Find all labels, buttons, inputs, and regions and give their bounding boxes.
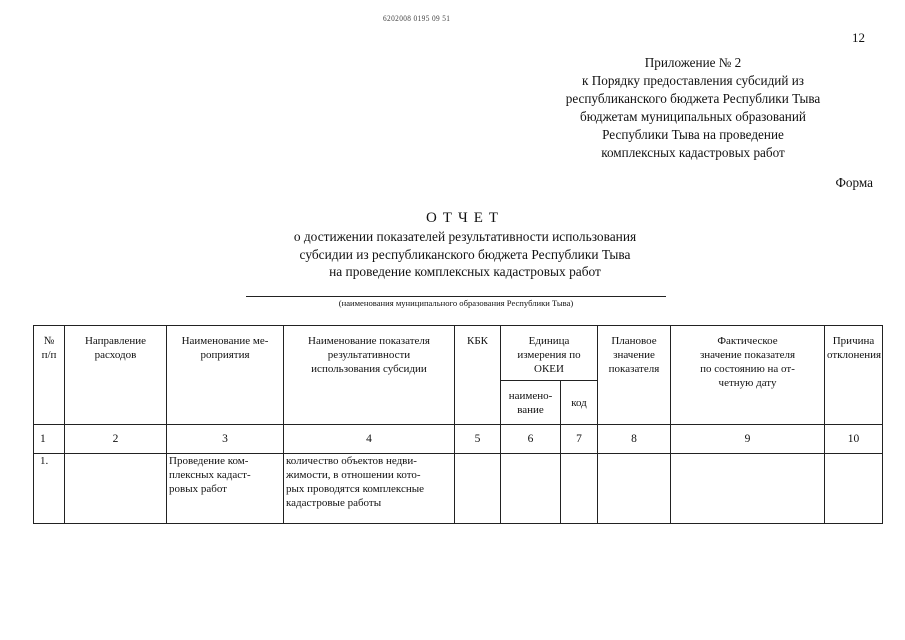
cell-indicator: количество объектов недви- жимости, в отношении кото- рых проводятся комплексные кадастровые работы bbox=[284, 454, 455, 524]
document-id: 6202008 0195 09 51 bbox=[383, 14, 451, 23]
form-label: Форма bbox=[835, 175, 873, 190]
column-number: 9 bbox=[671, 425, 825, 454]
header-actual: Фактическое значение показателя по состоянию на от- четную дату bbox=[671, 326, 825, 425]
report-title-block bbox=[205, 208, 725, 281]
appendix-line: Приложение № 2 bbox=[644, 55, 742, 70]
municipality-name-line bbox=[246, 296, 666, 297]
table-row bbox=[34, 454, 883, 524]
appendix-line: бюджетам муниципальных образований bbox=[580, 109, 806, 124]
cell-kbk bbox=[455, 454, 501, 524]
column-number: 6 bbox=[501, 425, 561, 454]
report-title: ОТЧЕТ bbox=[425, 210, 505, 226]
cell-planned bbox=[598, 454, 671, 524]
appendix-header bbox=[513, 54, 873, 162]
column-number: 3 bbox=[167, 425, 284, 454]
cell-event: Проведение ком- плексных кадаст- ровых работ bbox=[167, 454, 284, 524]
cell-unit-name bbox=[501, 454, 561, 524]
header-reason: Причина отклонения bbox=[825, 326, 883, 425]
header-direction: Направление расходов bbox=[65, 326, 167, 425]
cell-reason bbox=[825, 454, 883, 524]
header-planned: Плановое значение показателя bbox=[598, 326, 671, 425]
header-indicator: Наименование показателя результативности использования субсидии bbox=[284, 326, 455, 425]
column-number: 7 bbox=[561, 425, 598, 454]
cell-actual bbox=[671, 454, 825, 524]
header-event: Наименование ме- роприятия bbox=[167, 326, 284, 425]
header-num: № п/п bbox=[34, 326, 65, 425]
column-number: 5 bbox=[455, 425, 501, 454]
column-number: 1 bbox=[34, 425, 65, 454]
header-unit: Единица измерения по ОКЕИ bbox=[501, 326, 598, 381]
column-number: 10 bbox=[825, 425, 883, 454]
page-number: 12 bbox=[852, 30, 865, 45]
header-unit-name: наимено- вание bbox=[501, 381, 561, 425]
column-number: 2 bbox=[65, 425, 167, 454]
report-table bbox=[33, 325, 883, 524]
column-number: 4 bbox=[284, 425, 455, 454]
report-subtitle-line: о достижении показателей результативности использования bbox=[293, 229, 637, 244]
appendix-line: Республики Тыва на проведение bbox=[602, 127, 784, 142]
cell-unit-code bbox=[561, 454, 598, 524]
header-kbk: КБК bbox=[455, 326, 501, 425]
municipality-name-caption: (наименования муниципального образования Республики Тыва) bbox=[338, 298, 574, 308]
appendix-line: республиканского бюджета Республики Тыва bbox=[565, 91, 821, 106]
cell-num: 1. bbox=[34, 454, 65, 524]
cell-direction bbox=[65, 454, 167, 524]
appendix-line: комплексных кадастровых работ bbox=[601, 145, 785, 160]
header-unit-code: код bbox=[561, 381, 598, 425]
report-subtitle-line: на проведение комплексных кадастровых работ bbox=[329, 264, 601, 279]
appendix-line: к Порядку предоставления субсидий из bbox=[582, 73, 804, 88]
report-subtitle-line: субсидии из республиканского бюджета Республики Тыва bbox=[299, 246, 631, 262]
column-number: 8 bbox=[598, 425, 671, 454]
column-number-row bbox=[34, 425, 883, 454]
table-header-row bbox=[34, 326, 883, 381]
